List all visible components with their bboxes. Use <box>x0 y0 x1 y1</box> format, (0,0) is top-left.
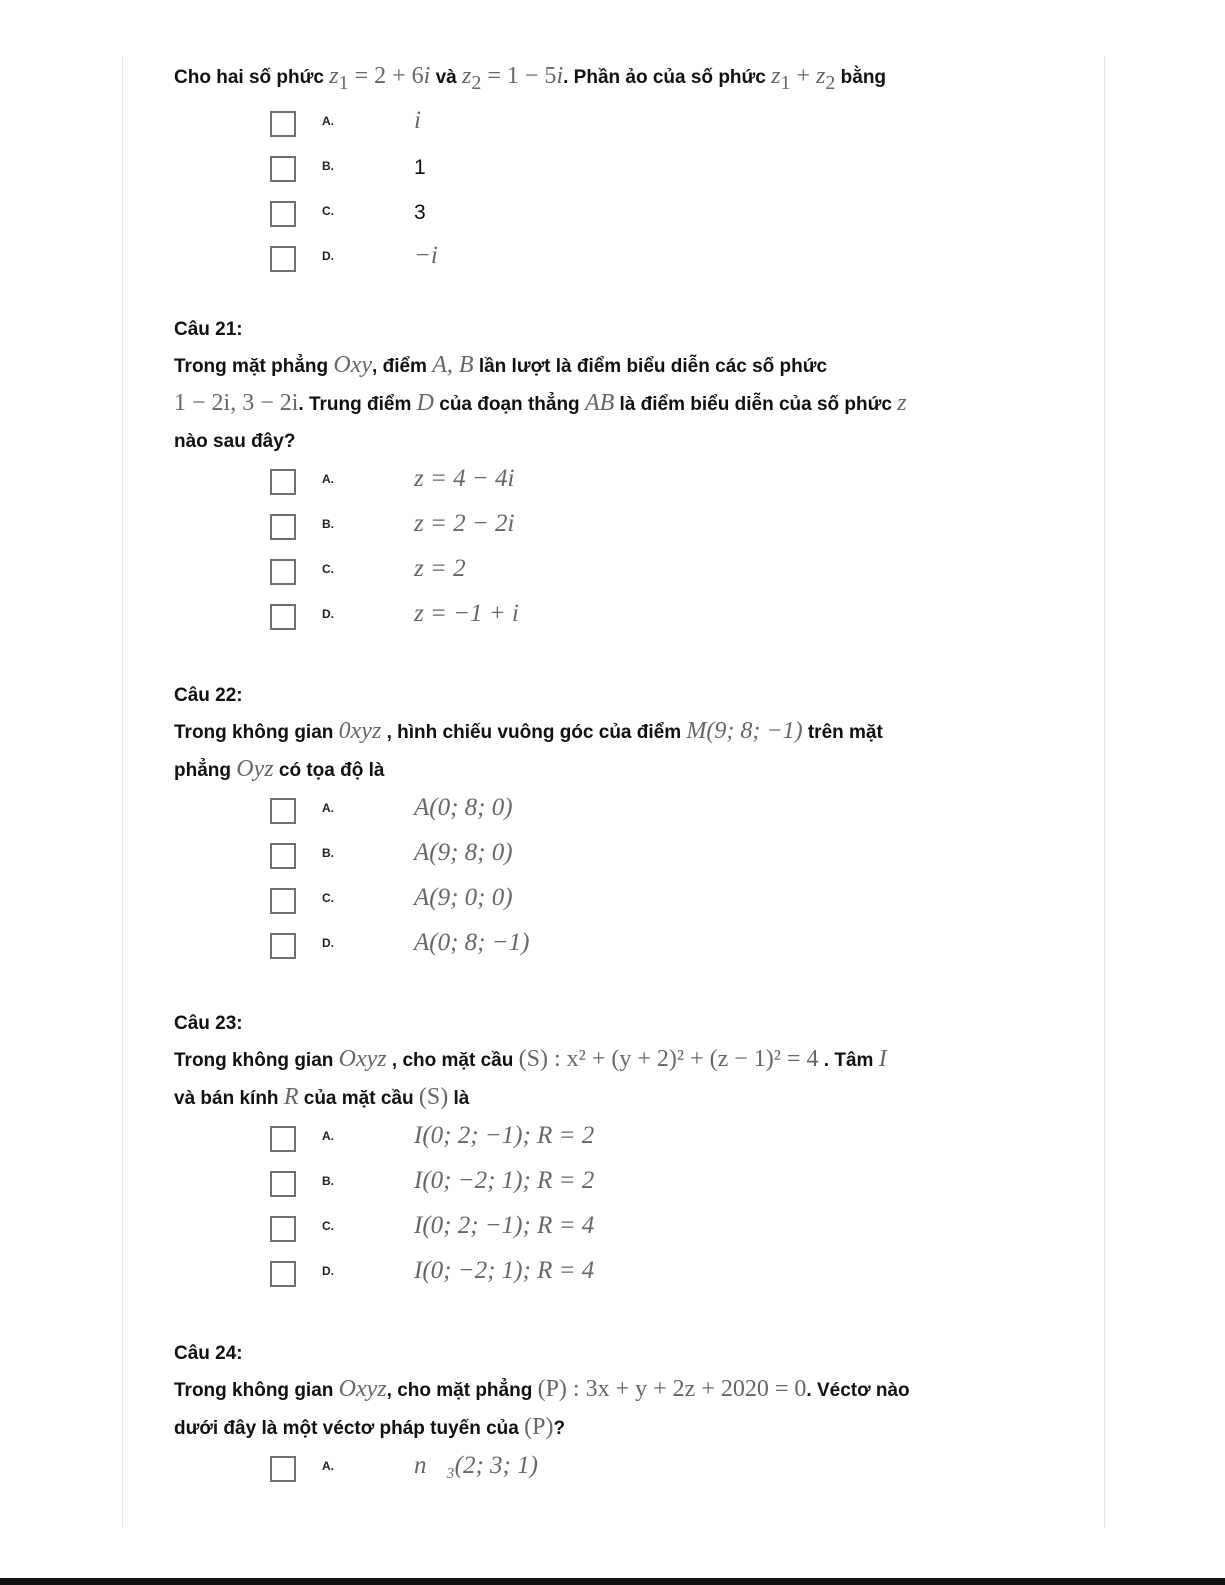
checkbox[interactable] <box>270 888 296 914</box>
option-d[interactable]: D. A(0; 8; −1) <box>174 924 1064 969</box>
checkbox[interactable] <box>270 1261 296 1287</box>
option-b[interactable]: B. I(0; −2; 1); R = 2 <box>174 1162 1064 1207</box>
checkbox[interactable] <box>270 514 296 540</box>
question-22-stem: Trong không gian 0xyz , hình chiếu vuông góc của điểm M(9; 8; −1) trên mặt phẳng Oyz có tọa độ là <box>174 718 883 782</box>
question-23-stem: Trong không gian Oxyz , cho mặt cầu (S) : x² + (y + 2)² + (z − 1)² = 4 . Tâm I và bán kính R của mặt cầu (S) là <box>174 1046 887 1110</box>
checkbox[interactable] <box>270 1171 296 1197</box>
question-21-stem: Trong mặt phẳng Oxy, điểm A, B lần lượt là điểm biểu diễn các số phức 1 − 2i, 3 − 2i. Trung điểm D của đoạn thẳng AB là điểm biểu diễn của số phức z nào sau đây? <box>174 352 907 452</box>
option-a[interactable]: A. i <box>174 102 1064 147</box>
question-20-stem: Cho hai số phức $z_1 = 2 + 6i$ và $z_2 = 1 - 5i$. Phần ảo của số phức $z_1 + z_2$ bằng <box>174 63 887 94</box>
option-c[interactable]: C. I(0; 2; −1); R = 4 <box>174 1207 1064 1252</box>
page-right-border <box>1104 56 1105 1528</box>
checkbox[interactable] <box>270 246 296 272</box>
page-bottom-edge <box>0 1578 1225 1585</box>
option-c[interactable]: C. A(9; 0; 0) <box>174 879 1064 924</box>
option-a[interactable]: A. z = 4 − 4i <box>174 460 1064 505</box>
question-24-stem: Trong không gian Oxyz, cho mặt phẳng (P) : 3x + y + 2z + 2020 = 0. Véctơ nào dưới đây là một véctơ pháp tuyến của (P)? <box>174 1376 910 1440</box>
checkbox[interactable] <box>270 798 296 824</box>
option-b[interactable]: B. A(9; 8; 0) <box>174 834 1064 879</box>
page-left-border <box>122 56 123 1528</box>
checkbox[interactable] <box>270 1216 296 1242</box>
question-23 <box>174 1007 1064 1297</box>
question-label: Câu 23: <box>174 1013 243 1034</box>
question-label: Câu 24: <box>174 1343 243 1364</box>
option-c[interactable]: C. z = 2 <box>174 550 1064 595</box>
checkbox[interactable] <box>270 559 296 585</box>
checkbox[interactable] <box>270 843 296 869</box>
checkbox[interactable] <box>270 111 296 137</box>
option-b[interactable]: B. 1 <box>174 147 1064 192</box>
question-label: Câu 21: <box>174 319 243 340</box>
checkbox[interactable] <box>270 1456 296 1482</box>
checkbox[interactable] <box>270 469 296 495</box>
option-a[interactable]: A. A(0; 8; 0) <box>174 789 1064 834</box>
checkbox[interactable] <box>270 156 296 182</box>
checkbox[interactable] <box>270 604 296 630</box>
option-d[interactable]: D. z = −1 + i <box>174 595 1064 640</box>
option-a[interactable]: A. n⃗₃(2; 3; 1) <box>174 1447 1064 1492</box>
option-b[interactable]: B. z = 2 − 2i <box>174 505 1064 550</box>
question-label: Câu 22: <box>174 685 243 706</box>
option-c[interactable]: C. 3 <box>174 192 1064 237</box>
option-a[interactable]: A. I(0; 2; −1); R = 2 <box>174 1117 1064 1162</box>
option-d[interactable]: D. I(0; −2; 1); R = 4 <box>174 1252 1064 1297</box>
question-21 <box>174 313 1064 640</box>
question-24 <box>174 1337 1064 1492</box>
question-22 <box>174 679 1064 969</box>
checkbox[interactable] <box>270 201 296 227</box>
option-d[interactable]: D. −i <box>174 237 1064 282</box>
checkbox[interactable] <box>270 1126 296 1152</box>
checkbox[interactable] <box>270 933 296 959</box>
question-20 <box>174 58 1064 282</box>
